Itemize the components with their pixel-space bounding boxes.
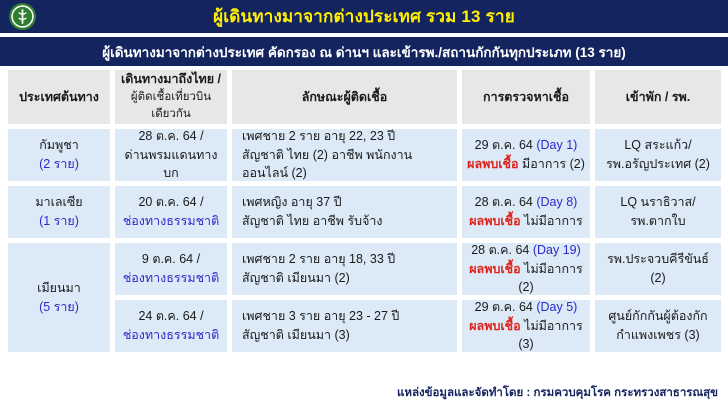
country-name: มาเลเซีย <box>35 195 83 210</box>
subtitle-bar <box>0 37 728 66</box>
row-myanmar1-stay-cell <box>595 243 721 295</box>
col-header-arrival <box>115 70 227 124</box>
profile-line1: เพศชาย 2 ราย อายุ 18, 33 ปี <box>242 252 396 267</box>
title-bar <box>0 0 728 33</box>
profile-line2: สัญชาติ เมียนมา (3) <box>242 328 350 342</box>
profile-line1: เพศหญิง อายุ 37 ปี <box>242 195 342 210</box>
test-day: (Day 5) <box>536 299 578 314</box>
country-name: กัมพูชา <box>39 138 79 153</box>
profile-line2: สัญชาติ ไทย (2) อาชีพ พนักงานออนไลน์ (2) <box>242 147 413 181</box>
arrival-date: 9 ต.ค. 64 / <box>141 252 201 267</box>
profile-line2: สัญชาติ เมียนมา (2) <box>242 271 350 285</box>
stay-line2: รพ.ตากใบ <box>630 214 686 228</box>
page-subtitle: ผู้เดินทางมาจากต่างประเทศ คัดกรอง ณ ด่านฯ และเข้ารพ./สถานกักกันทุกประเภท (13 ราย) <box>102 44 626 60</box>
row-malaysia-stay-cell <box>595 186 721 238</box>
col-header-stay <box>595 70 721 124</box>
test-symptom: ไม่มีอาการ (2) <box>518 261 583 295</box>
col-header-testing-label: การตรวจหาเชื้อ <box>483 89 569 104</box>
col-header-stay-label: เข้าพัก / รพ. <box>625 89 691 104</box>
row-malaysia-country-cell <box>8 186 110 238</box>
test-date-line <box>475 193 578 212</box>
row-cambodia-profile-cell <box>232 129 457 181</box>
test-date: 28 ต.ค. 64 <box>474 195 533 210</box>
ministry-of-public-health-logo-icon <box>8 2 37 31</box>
row-myanmar2-profile-cell <box>232 300 457 352</box>
test-result: ผลพบเชื้อ <box>469 318 521 333</box>
row-myanmar2-arrival-cell <box>115 300 227 352</box>
test-day: (Day 1) <box>536 138 578 153</box>
test-result-line <box>466 260 586 298</box>
arrival-channel: ช่องทางธรรมชาติ <box>122 328 220 342</box>
col-header-profile-label: ลักษณะผู้ติดเชื้อ <box>301 89 388 104</box>
row-malaysia-test-cell <box>462 186 590 238</box>
test-result-line <box>469 212 583 231</box>
stay-line1: ศูนย์กักกันผู้ต้องกัก <box>608 309 708 324</box>
stay-line2: รพ.อรัญประเทศ (2) <box>606 157 710 171</box>
test-result-line <box>466 317 586 355</box>
test-symptom: ไม่มีอาการ (3) <box>518 318 583 352</box>
stay-line1: LQ สระแก้ว/ <box>624 138 692 153</box>
test-symptom: มีอาการ (2) <box>522 157 585 171</box>
row-myanmar1-arrival-cell <box>115 243 227 295</box>
test-date-line <box>475 136 578 155</box>
source-credit: แหล่งข้อมูลและจัดทำโดย : กรมควบคุมโรค กระทรวงสาธารณสุข <box>396 387 718 399</box>
col-header-origin-label: ประเทศต้นทาง <box>19 89 99 104</box>
profile-line1: เพศชาย 2 ราย อายุ 22, 23 ปี <box>242 128 396 143</box>
test-date: 28 ต.ค. 64 <box>471 242 530 257</box>
col-header-testing <box>462 70 590 124</box>
stay-line2: กำแพงเพชร (3) <box>616 328 700 342</box>
arrival-channel: ด่านพรมแดนทางบก <box>124 147 218 181</box>
arrival-date: 20 ต.ค. 64 / <box>138 195 204 210</box>
col-header-origin <box>8 70 110 124</box>
test-date-line <box>475 298 578 317</box>
row-myanmar2-stay-cell <box>595 300 721 352</box>
arrival-date: 28 ต.ค. 64 / <box>138 128 204 143</box>
row-myanmar1-test-cell <box>462 243 590 295</box>
test-date: 29 ต.ค. 64 <box>474 299 533 314</box>
arrival-channel: ช่องทางธรรมชาติ <box>122 271 220 285</box>
row-cambodia-arrival-cell <box>115 129 227 181</box>
row-malaysia-arrival-cell <box>115 186 227 238</box>
test-result: ผลพบเชื้อ <box>469 214 521 228</box>
row-myanmar2-test-cell <box>462 300 590 352</box>
row-cambodia-country-cell <box>8 129 110 181</box>
test-result-line <box>467 155 585 174</box>
col-header-arrival-line2: ผู้ติดเชื้อเที่ยวบินเดียวกัน <box>130 91 212 121</box>
travelers-table <box>8 70 721 352</box>
test-date: 29 ต.ค. 64 <box>474 138 533 153</box>
profile-line2: สัญชาติ ไทย อาชีพ รับจ้าง <box>242 214 383 228</box>
profile-line1: เพศชาย 3 ราย อายุ 23 - 27 ปี <box>242 309 400 324</box>
row-malaysia-profile-cell <box>232 186 457 238</box>
test-day: (Day 8) <box>536 195 578 210</box>
col-header-arrival-line1: เดินทางมาถึงไทย / <box>120 72 222 87</box>
stay-line1: LQ นราธิวาส/ <box>620 195 696 210</box>
test-symptom: ไม่มีอาการ <box>524 214 583 228</box>
country-count: (2 ราย) <box>39 157 79 171</box>
row-myanmar1-profile-cell <box>232 243 457 295</box>
arrival-date: 24 ต.ค. 64 / <box>138 309 204 324</box>
row-myanmar-country-cell <box>8 243 110 352</box>
stay-line1: รพ.ประจวบคีรีขันธ์ (2) <box>607 252 709 285</box>
page-title: ผู้เดินทางมาจากต่างประเทศ รวม 13 ราย <box>213 7 515 26</box>
test-result: ผลพบเชื้อ <box>469 261 521 276</box>
row-cambodia-test-cell <box>462 129 590 181</box>
row-cambodia-stay-cell <box>595 129 721 181</box>
test-day: (Day 19) <box>532 242 581 257</box>
test-result: ผลพบเชื้อ <box>467 157 519 171</box>
arrival-channel: ช่องทางธรรมชาติ <box>122 214 220 228</box>
country-count: (1 ราย) <box>39 214 79 228</box>
col-header-profile <box>232 70 457 124</box>
test-date-line <box>471 241 581 260</box>
country-name: เมียนมา <box>37 280 81 295</box>
country-count: (5 ราย) <box>39 299 79 314</box>
